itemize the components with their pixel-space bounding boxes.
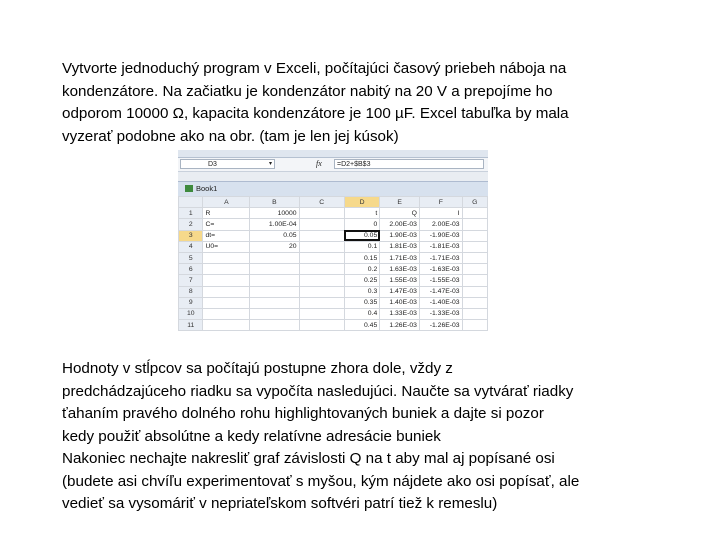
cell-f7[interactable]: -1.55E-03 [419, 275, 462, 286]
instruction-line: (budete asi chvíľu experimentovať s myšou, kým nájdete ako osi popísať, ale [62, 472, 580, 490]
row-header[interactable]: 10 [179, 308, 203, 319]
spreadsheet-grid [178, 196, 488, 331]
cell-a2[interactable]: C= [203, 219, 250, 230]
formula-bar [178, 158, 488, 172]
table-row [179, 308, 488, 319]
cell-d1[interactable]: t [344, 208, 379, 219]
row-header[interactable]: 6 [179, 264, 203, 275]
cell-c8[interactable] [299, 286, 344, 297]
cell-a8[interactable] [203, 286, 250, 297]
formula-input[interactable]: =D2+$B$3 [334, 159, 484, 169]
cell-d7[interactable]: 0.25 [344, 275, 379, 286]
row-header[interactable]: 8 [179, 286, 203, 297]
cell-d9[interactable]: 0.35 [344, 297, 379, 308]
cell-b9[interactable] [250, 297, 299, 308]
cell-d3[interactable]: 0.05 [344, 230, 379, 241]
instruction-line: Hodnoty v stĺpcov sa počítajú postupne zhora dole, vždy z [62, 360, 453, 377]
row-header[interactable]: 9 [179, 297, 203, 308]
cell-g4[interactable] [462, 241, 487, 252]
cell-a3[interactable]: dt= [203, 230, 250, 241]
cell-e5[interactable]: 1.71E-03 [380, 252, 420, 263]
select-all-corner[interactable] [179, 197, 203, 208]
table-row [179, 241, 488, 252]
column-header-g[interactable]: G [462, 197, 487, 208]
cell-e9[interactable]: 1.40E-03 [380, 297, 420, 308]
column-header-c[interactable]: C [299, 197, 344, 208]
cell-f4[interactable]: -1.81E-03 [419, 241, 462, 252]
row-header[interactable]: 4 [179, 241, 203, 252]
table-row [179, 275, 488, 286]
cell-a7[interactable] [203, 275, 250, 286]
cell-c7[interactable] [299, 275, 344, 286]
cell-f8[interactable]: -1.47E-03 [419, 286, 462, 297]
instruction-line: Nakoniec nechajte nakresliť graf závislosti Q na t aby mal aj popísané osi [62, 450, 555, 467]
cell-a9[interactable] [203, 297, 250, 308]
cell-d2[interactable]: 0 [344, 219, 379, 230]
cell-g2[interactable] [462, 219, 487, 230]
cell-c3[interactable] [299, 230, 344, 241]
column-header-f[interactable]: F [419, 197, 462, 208]
cell-d6[interactable]: 0.2 [344, 264, 379, 275]
cell-b8[interactable] [250, 286, 299, 297]
excel-screenshot [178, 150, 488, 350]
row-header[interactable]: 11 [179, 320, 203, 331]
cell-b3[interactable]: 0.05 [250, 230, 299, 241]
cell-b6[interactable] [250, 264, 299, 275]
cell-b1[interactable]: 10000 [250, 208, 299, 219]
cell-e8[interactable]: 1.47E-03 [380, 286, 420, 297]
cell-g7[interactable] [462, 275, 487, 286]
cell-e11[interactable]: 1.26E-03 [380, 320, 420, 331]
cell-f2[interactable]: 2.00E-03 [419, 219, 462, 230]
name-box-value: D3 [208, 161, 217, 168]
cell-f10[interactable]: -1.33E-03 [419, 308, 462, 319]
cell-f6[interactable]: -1.63E-03 [419, 264, 462, 275]
intro-line: odporom 10000 Ω, kapacita kondenzátore je 100 µF. Excel tabuľka by mala [62, 105, 569, 122]
cell-g6[interactable] [462, 264, 487, 275]
cell-c6[interactable] [299, 264, 344, 275]
row-header[interactable]: 1 [179, 208, 203, 219]
cell-c4[interactable] [299, 241, 344, 252]
instruction-line: ťahaním pravého dolného rohu highlightovaných buniek a dajte si pozor [62, 405, 544, 422]
cell-g1[interactable] [462, 208, 487, 219]
table-row [179, 297, 488, 308]
table-row [179, 230, 488, 241]
cell-a10[interactable] [203, 308, 250, 319]
cell-f11[interactable]: -1.26E-03 [419, 320, 462, 331]
table-row [179, 208, 488, 219]
row-header[interactable]: 7 [179, 275, 203, 286]
cell-d11[interactable]: 0.45 [344, 320, 379, 331]
cell-a4[interactable]: U0= [203, 241, 250, 252]
function-icon[interactable]: fx [316, 159, 322, 168]
cell-b4[interactable]: 20 [250, 241, 299, 252]
workbook-title-bar [178, 181, 488, 197]
cell-b7[interactable] [250, 275, 299, 286]
cell-d5[interactable]: 0.15 [344, 252, 379, 263]
cell-e4[interactable]: 1.81E-03 [380, 241, 420, 252]
cell-g8[interactable] [462, 286, 487, 297]
cell-c2[interactable] [299, 219, 344, 230]
cell-g5[interactable] [462, 252, 487, 263]
cell-f3[interactable]: -1.90E-03 [419, 230, 462, 241]
instructions-paragraph [62, 358, 662, 516]
cell-a5[interactable] [203, 252, 250, 263]
cell-a1[interactable]: R [203, 208, 250, 219]
cell-c5[interactable] [299, 252, 344, 263]
cell-c11[interactable] [299, 320, 344, 331]
cell-d4[interactable]: 0.1 [344, 241, 379, 252]
intro-paragraph [62, 58, 662, 148]
table-row [179, 286, 488, 297]
cell-f5[interactable]: -1.71E-03 [419, 252, 462, 263]
cell-g10[interactable] [462, 308, 487, 319]
column-header-e[interactable]: E [380, 197, 420, 208]
intro-line: Vytvorte jednoduchý program v Exceli, počítajúci časový priebeh náboja na [62, 60, 567, 77]
cell-g9[interactable] [462, 297, 487, 308]
cell-g3[interactable] [462, 230, 487, 241]
toolbar-gap [178, 172, 488, 181]
table-row [179, 252, 488, 263]
cell-a6[interactable] [203, 264, 250, 275]
cell-g11[interactable] [462, 320, 487, 331]
row-header[interactable]: 3 [179, 230, 203, 241]
cell-c1[interactable] [299, 208, 344, 219]
cell-e1[interactable]: Q [380, 208, 420, 219]
instruction-line: kedy použiť absolútne a kedy relatívne adresácie buniek [62, 427, 441, 445]
column-header-a[interactable]: A [203, 197, 250, 208]
table-row [179, 219, 488, 230]
table-row [179, 264, 488, 275]
cell-e6[interactable]: 1.63E-03 [380, 264, 420, 275]
column-header-d[interactable]: D [344, 197, 379, 208]
cell-b11[interactable] [250, 320, 299, 331]
table-row [179, 320, 488, 331]
workbook-title: Book1 [196, 184, 218, 193]
intro-line: kondenzátore. Na začiatku je kondenzátor nabitý na 20 V a prepojíme ho [62, 82, 553, 100]
cell-c9[interactable] [299, 297, 344, 308]
cell-e7[interactable]: 1.55E-03 [380, 275, 420, 286]
cell-f9[interactable]: -1.40E-03 [419, 297, 462, 308]
cell-b5[interactable] [250, 252, 299, 263]
chevron-down-icon[interactable]: ▾ [268, 161, 272, 167]
cell-e3[interactable]: 1.90E-03 [380, 230, 420, 241]
ribbon-strip [178, 150, 488, 158]
instruction-line: vedieť sa vysomáriť v nepriateľskom softvéri patrí tiež k remeslu) [62, 495, 498, 512]
cell-b10[interactable] [250, 308, 299, 319]
cell-d8[interactable]: 0.3 [344, 286, 379, 297]
cell-f1[interactable]: I [419, 208, 462, 219]
cell-e2[interactable]: 2.00E-03 [380, 219, 420, 230]
cell-b2[interactable]: 1.00E-04 [250, 219, 299, 230]
cell-a11[interactable] [203, 320, 250, 331]
excel-icon [185, 185, 193, 192]
column-header-b[interactable]: B [250, 197, 299, 208]
instruction-line: predchádzajúceho riadku sa vypočíta nasledujúci. Naučte sa vytvárať riadky [62, 382, 574, 400]
row-header[interactable]: 5 [179, 252, 203, 263]
cell-d10[interactable]: 0.4 [344, 308, 379, 319]
row-header[interactable]: 2 [179, 219, 203, 230]
cell-c10[interactable] [299, 308, 344, 319]
cell-e10[interactable]: 1.33E-03 [380, 308, 420, 319]
name-box[interactable] [180, 159, 275, 169]
intro-line: vyzerať podobne ako na obr. (tam je len jej kúsok) [62, 127, 399, 145]
